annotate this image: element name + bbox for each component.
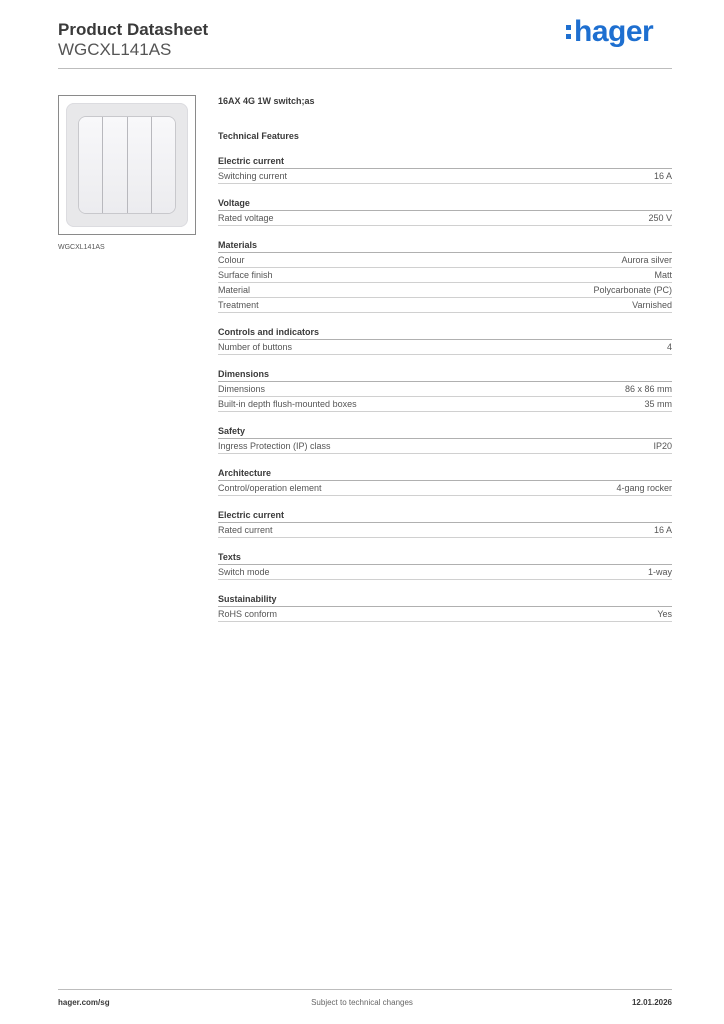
feature-group <box>218 467 672 496</box>
spec-row <box>218 565 672 580</box>
spec-value: Aurora silver <box>621 255 672 265</box>
spec-label: Rated voltage <box>218 213 274 223</box>
spec-row <box>218 523 672 538</box>
hager-logo <box>566 14 653 50</box>
spec-value: 1-way <box>647 567 672 577</box>
spec-row <box>218 283 672 298</box>
feature-group <box>218 197 672 226</box>
spec-row <box>218 607 672 622</box>
spec-value: Yes <box>657 609 672 619</box>
header-divider <box>58 68 672 69</box>
feature-group <box>218 509 672 538</box>
spec-row <box>218 253 672 268</box>
feature-group <box>218 326 672 355</box>
spec-label: Surface finish <box>218 270 273 280</box>
group-title: Sustainability <box>218 593 672 607</box>
spec-label: Material <box>218 285 251 295</box>
spec-value: Varnished <box>632 300 672 310</box>
switch-plate-icon <box>66 103 188 227</box>
rocker-4 <box>152 117 175 213</box>
spec-row <box>218 211 672 226</box>
product-image <box>58 95 196 235</box>
spec-label: Number of buttons <box>218 342 293 352</box>
technical-features-title: Technical Features <box>218 131 299 141</box>
rocker-3 <box>128 117 152 213</box>
feature-groups <box>218 155 672 622</box>
spec-row <box>218 481 672 496</box>
spec-label: Dimensions <box>218 384 266 394</box>
footer-date: 12.01.2026 <box>631 998 672 1007</box>
logo-dots-icon <box>566 25 571 39</box>
spec-row <box>218 397 672 412</box>
feature-group <box>218 155 672 184</box>
rocker-2 <box>103 117 127 213</box>
group-title: Dimensions <box>218 368 672 382</box>
footer-website: hager.com/sg <box>58 998 110 1007</box>
spec-value: Matt <box>654 270 672 280</box>
spec-value: 86 x 86 mm <box>624 384 672 394</box>
group-title: Controls and indicators <box>218 326 672 340</box>
spec-label: Treatment <box>218 300 259 310</box>
spec-value: 4 <box>666 342 672 352</box>
spec-value: Polycarbonate (PC) <box>593 285 672 295</box>
spec-row <box>218 340 672 355</box>
feature-group <box>218 239 672 313</box>
spec-value: 35 mm <box>644 399 672 409</box>
spec-label: Colour <box>218 255 245 265</box>
spec-value: 4-gang rocker <box>616 483 672 493</box>
spec-label: Switching current <box>218 171 288 181</box>
spec-value: 16 A <box>653 525 672 535</box>
group-title: Safety <box>218 425 672 439</box>
group-title: Electric current <box>218 155 672 169</box>
rocker-frame <box>78 116 176 214</box>
spec-label: Ingress Protection (IP) class <box>218 441 331 451</box>
spec-label: RoHS conform <box>218 609 278 619</box>
image-caption: WGCXL141AS <box>58 244 105 251</box>
rocker-1 <box>79 117 103 213</box>
spec-row <box>218 382 672 397</box>
product-code: WGCXL141AS <box>58 40 172 59</box>
spec-label: Control/operation element <box>218 483 322 493</box>
feature-group <box>218 425 672 454</box>
footer-divider <box>58 989 672 990</box>
group-title: Architecture <box>218 467 672 481</box>
spec-label: Rated current <box>218 525 273 535</box>
feature-group <box>218 593 672 622</box>
document-header <box>58 20 208 60</box>
product-description: 16AX 4G 1W switch;as <box>218 96 315 106</box>
spec-label: Built-in depth flush-mounted boxes <box>218 399 357 409</box>
spec-row <box>218 298 672 313</box>
footer-notice: Subject to technical changes <box>311 998 413 1007</box>
group-title: Voltage <box>218 197 672 211</box>
spec-row <box>218 169 672 184</box>
technical-content <box>218 95 672 622</box>
spec-value: 16 A <box>653 171 672 181</box>
spec-row <box>218 439 672 454</box>
spec-row <box>218 268 672 283</box>
page-title: Product Datasheet <box>58 20 209 39</box>
feature-group <box>218 368 672 412</box>
group-title: Texts <box>218 551 672 565</box>
spec-label: Switch mode <box>218 567 270 577</box>
feature-group <box>218 551 672 580</box>
spec-value: IP20 <box>653 441 672 451</box>
spec-value: 250 V <box>648 213 672 223</box>
group-title: Electric current <box>218 509 672 523</box>
group-title: Materials <box>218 239 672 253</box>
logo-text: hager <box>574 15 654 48</box>
